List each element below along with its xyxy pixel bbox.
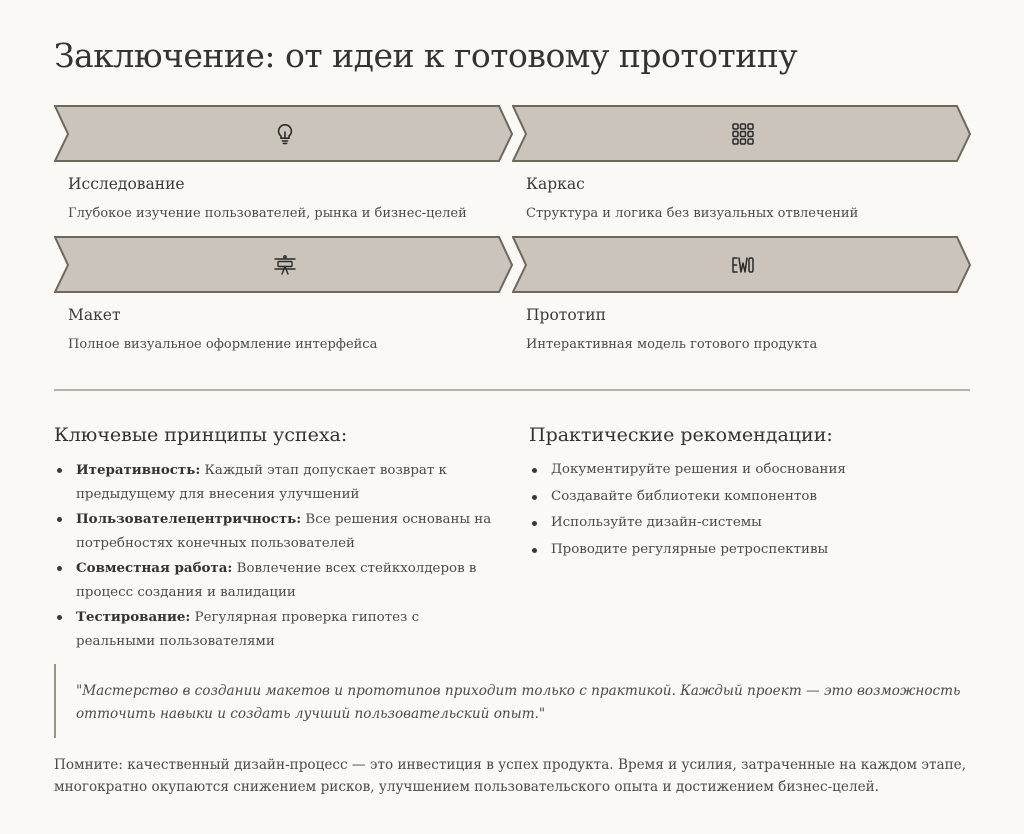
grid-icon	[731, 122, 755, 146]
principle-text: Каждый этап допускает возврат к предыдущему для внесения улучшений	[76, 463, 447, 502]
principle-text: Регулярная проверка гипотез с реальными пользователями	[76, 610, 420, 649]
stage-arrow	[512, 236, 972, 294]
list-item	[54, 458, 494, 507]
principle-term: Итеративность:	[76, 462, 201, 478]
principle-text: Вовлечение всех стейкхолдеров в процесс создания и валидации	[76, 561, 477, 600]
stage-description: Структура и логика без визуальных отвлечений	[526, 206, 859, 221]
drafting-icon	[273, 253, 297, 277]
stage-arrow	[54, 236, 514, 294]
principles-heading: Ключевые принципы успеха:	[54, 424, 348, 446]
principle-text: Все решения основаны на потребностях конечных пользователей	[76, 512, 492, 551]
list-item: Используйте дизайн-системы	[529, 510, 969, 537]
list-item: Документируйте решения и обоснования	[529, 457, 969, 484]
list-item	[54, 556, 494, 605]
principle-term: Пользователецентричность:	[76, 511, 302, 527]
page-title: Заключение: от идеи к готовому прототипу	[54, 36, 798, 75]
stage-description: Интерактивная модель готового продукта	[526, 337, 818, 352]
stage-name: Исследование	[68, 175, 185, 193]
interactive-icon	[731, 253, 755, 277]
stage-name: Макет	[68, 306, 121, 324]
list-item	[54, 605, 494, 654]
list-item: Создавайте библиотеки компонентов	[529, 484, 969, 511]
principle-term: Тестирование:	[76, 609, 191, 625]
stage-arrow	[54, 105, 514, 163]
lightbulb-icon	[273, 122, 297, 146]
stage-arrow	[512, 105, 972, 163]
list-item	[54, 507, 494, 556]
principle-term: Совместная работа:	[76, 560, 233, 576]
recommendations-heading: Практические рекомендации:	[529, 424, 833, 446]
stage-name: Каркас	[526, 175, 585, 193]
stage-description: Полное визуальное оформление интерфейса	[68, 337, 378, 352]
recommendations-list	[529, 457, 969, 563]
stage-name: Прототип	[526, 306, 606, 324]
list-item: Проводите регулярные ретроспективы	[529, 537, 969, 564]
stage-description: Глубокое изучение пользователей, рынка и бизнес-целей	[68, 206, 467, 221]
quote-block	[54, 664, 970, 738]
principles-list	[54, 458, 494, 654]
section-divider	[54, 389, 970, 391]
closing-paragraph: Помните: качественный дизайн-процесс — это инвестиция в успех продукта. Время и усилия, затраченные на каждом этапе, многократно окупаются снижением рисков, улучшением пользовательского опыта и достижением бизнес-целей.	[54, 757, 967, 795]
quote-text: "Мастерство в создании макетов и прототипов приходит только с практикой. Каждый проект — это возможность отточить навыки и создать лучший пользовательский опыт."	[76, 683, 961, 722]
